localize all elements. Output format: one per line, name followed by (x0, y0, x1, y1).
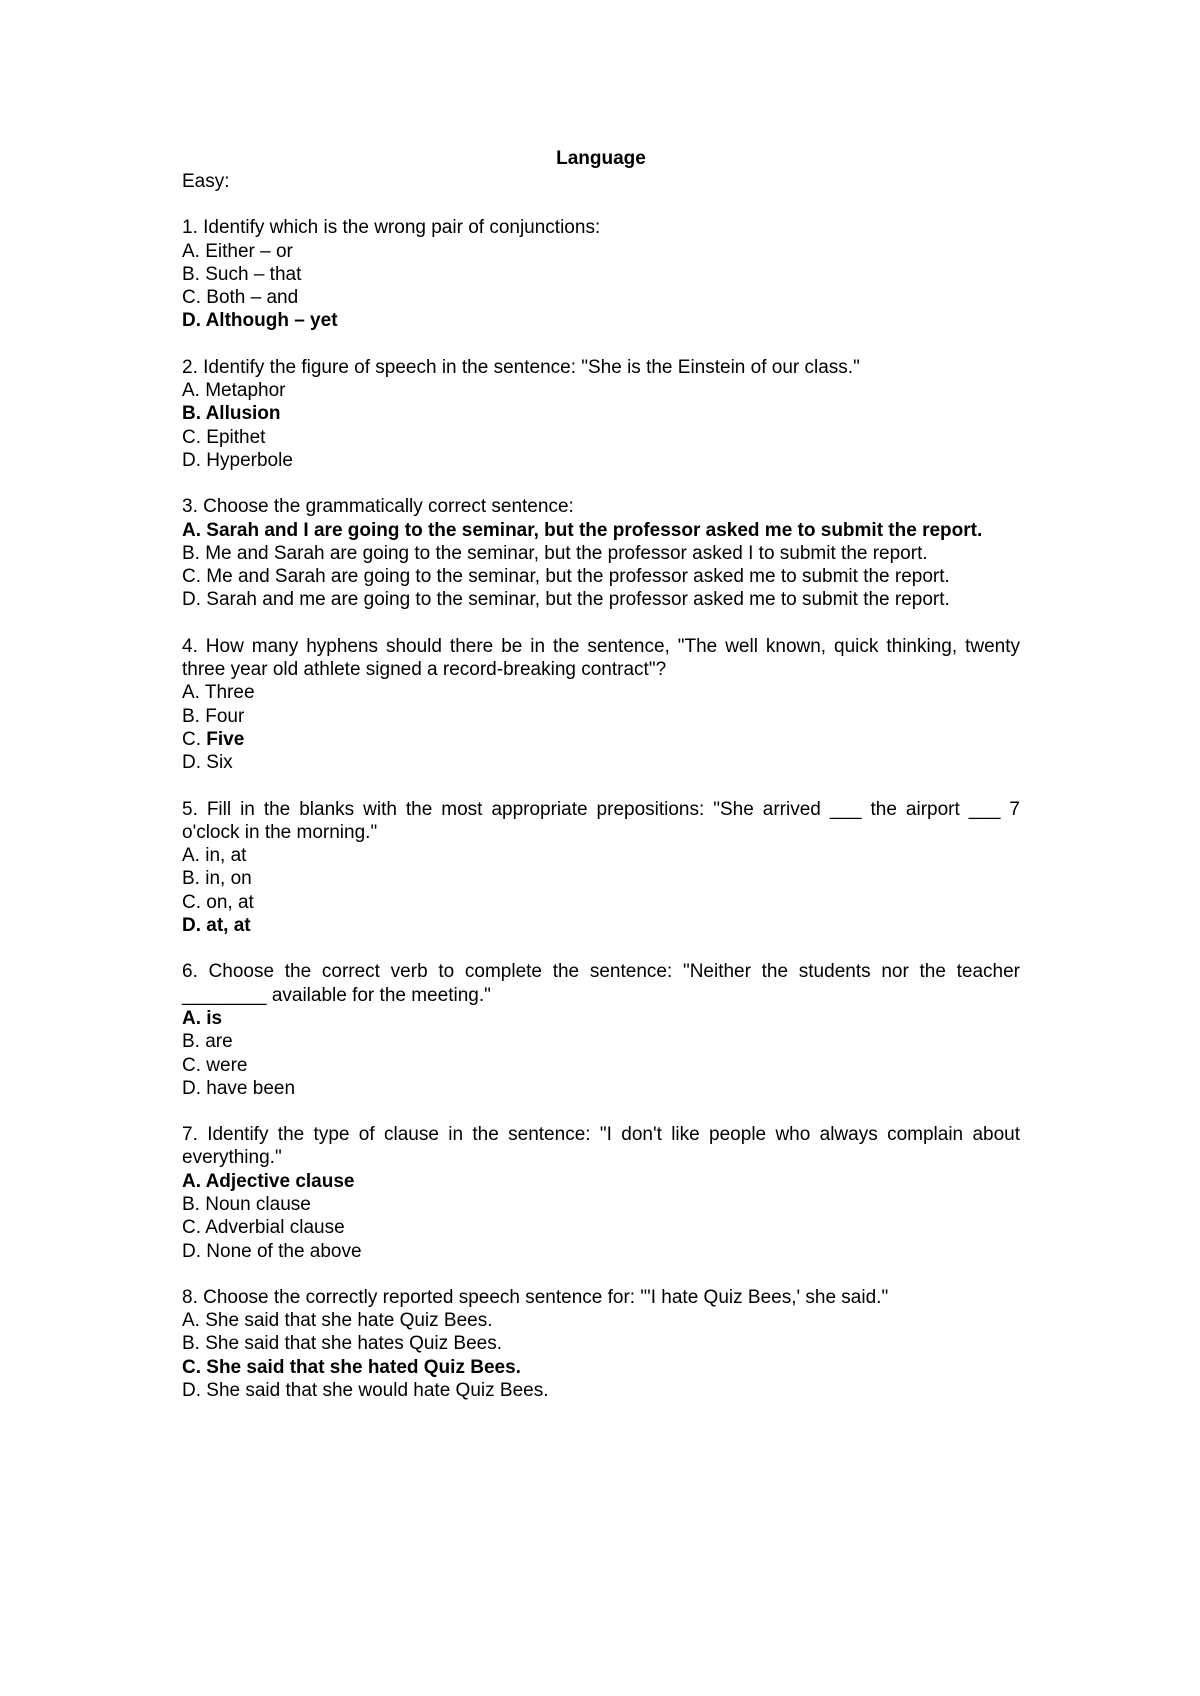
section-label: Easy: (182, 171, 230, 192)
question-8 (182, 1286, 1020, 1402)
option-c: C. Both – and (182, 287, 299, 309)
document-body (182, 147, 1020, 1402)
option-b: B. Noun clause (182, 1193, 311, 1215)
option-a: A. Metaphor (182, 380, 286, 402)
option-c-answer: C. She said that she hated Quiz Bees. (182, 1356, 521, 1378)
question-text: 6. Choose the correct verb to complete the sentence: "Neither the students nor the teacher ________ available for the meeting." (182, 961, 1020, 1006)
option-b: B. are (182, 1031, 233, 1053)
question-2 (182, 356, 1020, 472)
question-text: 4. How many hyphens should there be in the sentence, "The well known, quick thinking, twenty three year old athlete signed a record-breaking contract"? (182, 635, 1020, 681)
option-c-answer: Five (206, 728, 245, 750)
option-d-answer: D. Although – yet (182, 310, 338, 332)
option-d: D. Six (182, 752, 233, 774)
option-d: D. Sarah and me are going to the seminar, but the professor asked me to submit the report. (182, 589, 950, 611)
option-b: B. She said that she hates Quiz Bees. (182, 1333, 503, 1355)
option-b: B. Such – that (182, 263, 302, 285)
question-text: 5. Fill in the blanks with the most appropriate prepositions: "She arrived ___ the airport ___ 7 o'clock in the morning." (182, 798, 1020, 843)
page-title: Language (556, 148, 646, 169)
option-b: B. Me and Sarah are going to the seminar, but the professor asked I to submit the report. (182, 542, 928, 564)
option-d: D. She said that she would hate Quiz Bees. (182, 1380, 549, 1402)
question-3 (182, 495, 1020, 611)
question-text: 1. Identify which is the wrong pair of conjunctions: (182, 217, 601, 239)
option-a-answer: A. is (182, 1007, 223, 1029)
option-a-answer: A. Sarah and I are going to the seminar, but the professor asked me to submit the report. (182, 519, 983, 541)
option-a: A. Three (182, 682, 255, 704)
option-d: D. None of the above (182, 1240, 362, 1262)
question-6 (182, 960, 1020, 1100)
question-7 (182, 1123, 1020, 1263)
option-d: D. have been (182, 1077, 296, 1099)
option-a-answer: A. Adjective clause (182, 1170, 355, 1192)
option-c: C. Adverbial clause (182, 1217, 345, 1239)
option-a: A. in, at (182, 845, 247, 867)
option-b: B. in, on (182, 868, 252, 890)
option-a: A. She said that she hate Quiz Bees. (182, 1310, 493, 1332)
option-c: C. on, at (182, 891, 254, 913)
option-c: C. Epithet (182, 426, 266, 448)
question-5 (182, 798, 1020, 938)
option-d-answer: D. at, at (182, 915, 251, 937)
option-c: C. Me and Sarah are going to the seminar, but the professor asked me to submit the report. (182, 566, 950, 588)
question-text: 8. Choose the correctly reported speech sentence for: "'I hate Quiz Bees,' she said." (182, 1286, 889, 1308)
question-text: 2. Identify the figure of speech in the sentence: "She is the Einstein of our class." (182, 356, 860, 378)
question-text: 3. Choose the grammatically correct sentence: (182, 496, 574, 518)
question-1 (182, 216, 1020, 332)
option-b: B. Four (182, 705, 245, 727)
option-d: D. Hyperbole (182, 449, 293, 471)
option-c: C. were (182, 1054, 248, 1076)
question-4 (182, 635, 1020, 775)
option-b-answer: B. Allusion (182, 403, 281, 425)
option-c-letter: C. (182, 728, 201, 750)
question-text: 7. Identify the type of clause in the sentence: "I don't like people who always complain about everything." (182, 1124, 1020, 1169)
option-a: A. Either – or (182, 240, 293, 262)
option-c (182, 728, 1020, 751)
